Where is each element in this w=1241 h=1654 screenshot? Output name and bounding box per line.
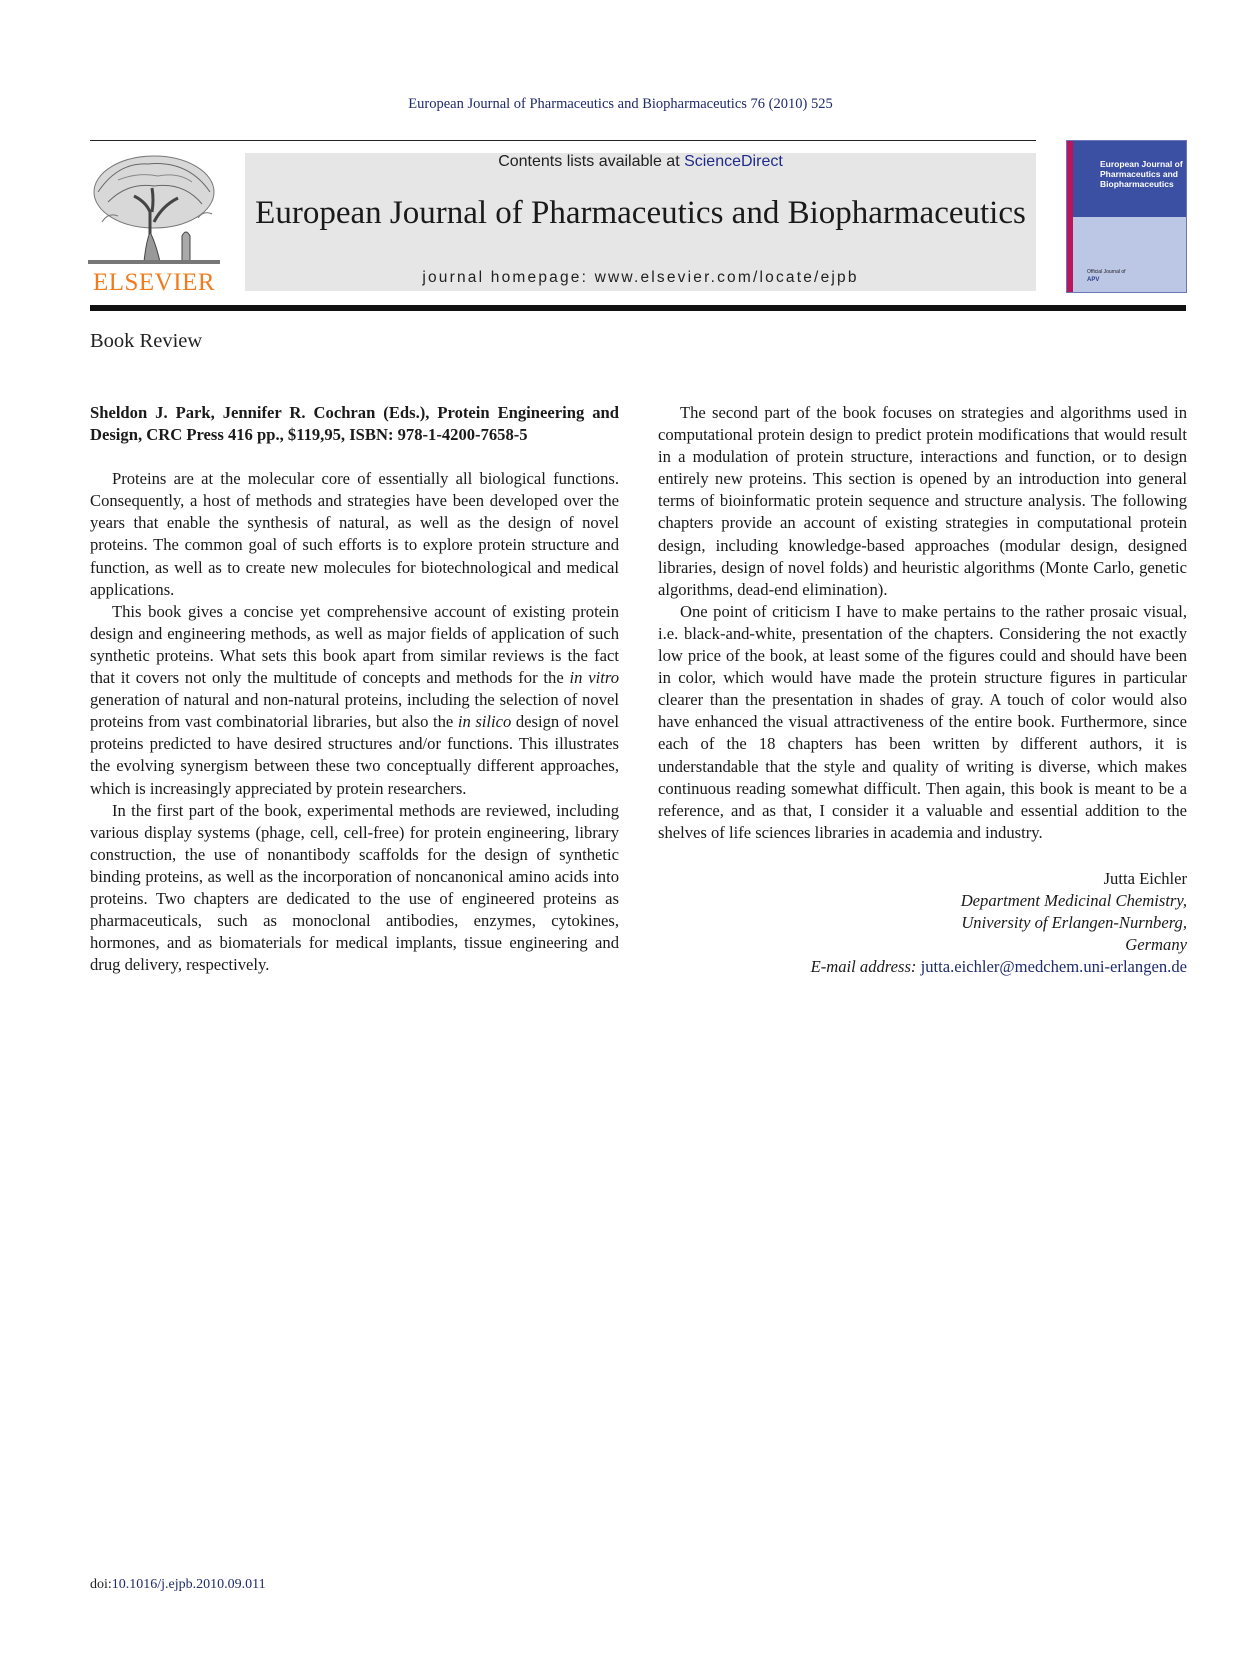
journal-name: European Journal of Pharmaceutics and Biopharmaceutics — [255, 195, 1026, 231]
tree-icon — [88, 152, 220, 270]
doi-footer — [90, 1577, 266, 1593]
elsevier-logo — [88, 152, 220, 296]
journal-homepage[interactable]: journal homepage: www.elsevier.com/locate/ejpb — [422, 269, 859, 286]
right-column — [658, 402, 1187, 978]
paragraph-2-part-b: generation of natural and non-natural proteins, including the selection of novel proteins from vast combinatorial libraries, but also the — [90, 690, 619, 732]
reviewer-signature — [658, 868, 1187, 978]
reviewer-country: Germany — [1125, 935, 1187, 955]
reviewer-name: Jutta Eichler — [1103, 868, 1187, 888]
in-silico-term: in silico — [457, 712, 512, 732]
cover-official: Official Journal of — [1087, 269, 1126, 275]
running-head: European Journal of Pharmaceutics and Biopharmaceutics 76 (2010) 525 — [408, 96, 833, 112]
cover-society: APV — [1087, 277, 1100, 283]
header-rule — [90, 305, 1186, 311]
reviewer-university: University of Erlangen-Nurnberg, — [961, 913, 1187, 933]
cover-title: European Journal of Pharmaceutics and Biopharmaceutics — [1100, 159, 1183, 189]
doi-prefix: doi: — [90, 1577, 112, 1592]
reviewer-department: Department Medicinal Chemistry, — [960, 890, 1187, 910]
reviewer-email-line — [658, 956, 1187, 978]
contents-line — [245, 153, 1036, 171]
paragraph-4: The second part of the book focuses on strategies and algorithms used in computational protein design to predict protein modifications that would result in a modulation of protein structure, interactions and function, or to design entirely new proteins. This section is opened by an introduction into general terms of bioinformatic protein sequence and structure analysis. The following chapters provide an account of existing strategies in computational protein design, including knowledge-based approaches (modular design, designed libraries, design of novel folds) and heuristic algorithms (Monte Carlo, genetic algorithms, dead-end elimination). — [658, 403, 1187, 599]
paragraph-1: Proteins are at the molecular core of essentially all biological functions. Consequently, a host of methods and strategies have been developed over the years that enable the synthesis of natural, as well as the design of novel proteins. The common goal of such efforts is to explore protein structure and function, as well as to create new molecules for biotechnological and medical applications. — [90, 469, 619, 599]
contents-prefix: Contents lists available at — [498, 153, 685, 170]
top-rule — [90, 140, 1036, 141]
cover-stripe — [1067, 141, 1073, 292]
section-label: Book Review — [90, 330, 203, 352]
email-label: E-mail address: — [810, 957, 921, 977]
publisher-name: ELSEVIER — [92, 269, 216, 296]
paragraph-3: In the first part of the book, experimental methods are reviewed, including various display systems (phage, cell, cell-free) for protein engineering, library construction, the use of nonantibody scaffolds for the design of synthetic binding proteins, as well as the incorporation of noncanonical amino acids into proteins. Two chapters are dedicated to the use of engineered proteins as pharmaceuticals, such as monoclonal antibodies, enzymes, cytokines, hormones, and as biomaterials for medical implants, tissue engineering and drug delivery, respectively. — [90, 800, 619, 975]
journal-cover — [1066, 140, 1187, 293]
paragraph-2-part-a: This book gives a concise yet comprehensive account of existing protein design and engineering methods, as well as major fields of application of such synthetic proteins. What sets this book apart from similar reviews is the fact that it covers not only the multitude of concepts and methods for the — [90, 601, 619, 688]
book-citation: Sheldon J. Park, Jennifer R. Cochran (Eds.), Protein Engineering and Design, CRC Press 416 pp., $119,95, ISBN: 978-1-4200-7658-5 — [90, 403, 619, 445]
paragraph-2 — [90, 601, 619, 800]
doi-link[interactable]: 10.1016/j.ejpb.2010.09.011 — [111, 1577, 266, 1592]
paragraph-5: One point of criticism I have to make pertains to the rather prosaic visual, i.e. black-and-white, presentation of the chapters. Considering the not exactly low price of the book, at least some of the figures could and should have been in color, which would have made the protein structure figures in particular clearer than the presentation in shades of gray. A touch of color would also have enhanced the visual attractiveness of the entire book. Furthermore, since each of the 18 chapters has been written by different authors, it is understandable that the style and quality of writing is diverse, which makes continuous reading somewhat difficult. Then again, this book is meant to be a reference, and as that, I consider it a valuable and essential addition to the shelves of life sciences libraries in academia and industry. — [658, 601, 1187, 842]
in-vitro-term: in vitro — [569, 668, 619, 688]
left-column — [90, 402, 619, 976]
paragraph-2-part-c: design of novel proteins predicted to have desired structures and/or functions. This illustrates the evolving synergism between these two conceptually different approaches, which is increasingly appreciated by protein researchers. — [90, 712, 620, 798]
reviewer-email-link[interactable]: jutta.eichler@medchem.uni-erlangen.de — [920, 957, 1187, 977]
masthead — [245, 153, 1036, 291]
sciencedirect-link[interactable]: ScienceDirect — [684, 153, 783, 170]
